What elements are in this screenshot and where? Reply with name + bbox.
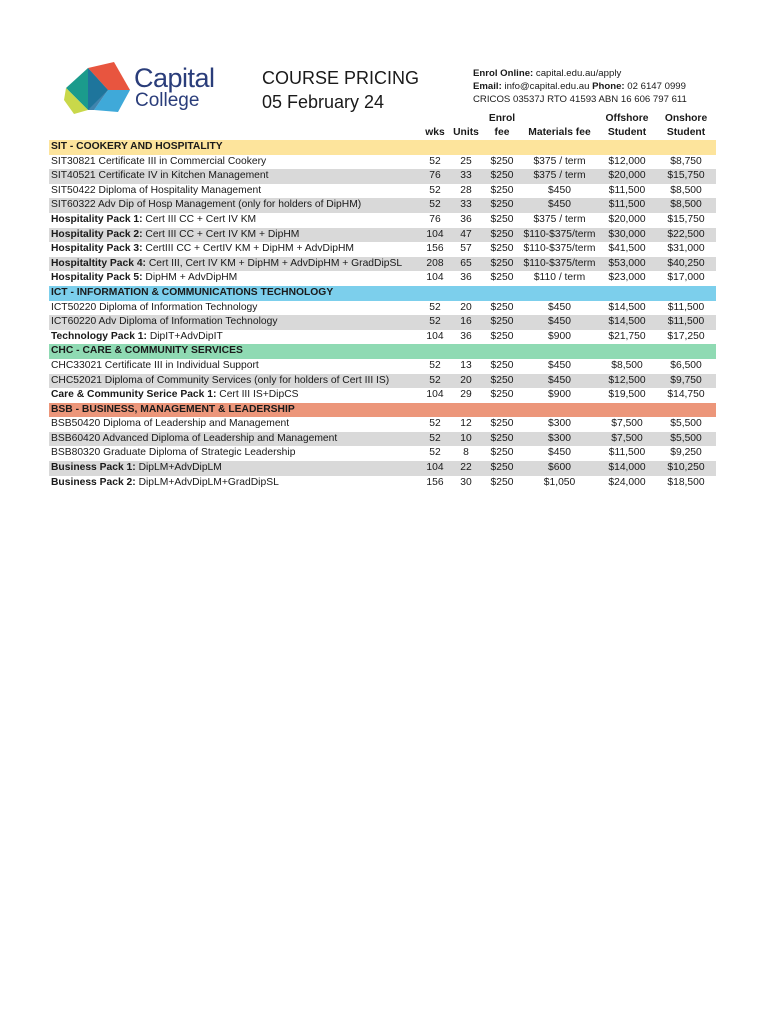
enrol-cell: $250	[483, 315, 521, 330]
onshore-cell: $22,500	[656, 228, 716, 243]
date-text: 05 February 24	[262, 92, 385, 112]
offshore-cell: $14,500	[598, 301, 656, 316]
table-row	[49, 476, 716, 491]
pack-label: Hospitality Pack 1:	[51, 213, 143, 225]
wks-cell: 104	[421, 271, 449, 286]
course-name-cell	[49, 461, 421, 476]
table-row	[49, 198, 716, 213]
table-row	[49, 432, 716, 447]
contact-block	[473, 67, 687, 106]
course-name: ICT50220 Diploma of Information Technology	[51, 301, 258, 313]
units-cell: 33	[449, 169, 483, 184]
table-row	[49, 330, 716, 345]
onshore-cell: $11,500	[656, 301, 716, 316]
materials-cell: $450	[521, 198, 598, 213]
wks-cell: 52	[421, 301, 449, 316]
wks-cell: 52	[421, 155, 449, 170]
pack-label: Hospitaltity Pack 4:	[51, 257, 146, 269]
wks-cell: 52	[421, 198, 449, 213]
units-cell: 25	[449, 155, 483, 170]
units-cell: 8	[449, 446, 483, 461]
enrol-cell: $250	[483, 432, 521, 447]
onshore-cell: $9,750	[656, 374, 716, 389]
onshore-cell: $8,750	[656, 155, 716, 170]
section-header-chc	[49, 344, 716, 359]
section-title: CHC - CARE & COMMUNITY SERVICES	[49, 344, 716, 359]
materials-cell: $900	[521, 330, 598, 345]
pack-label: Technology Pack 1:	[51, 330, 147, 342]
brand-line-1: Capital	[134, 63, 215, 93]
email-phone-line	[473, 80, 687, 93]
enrol-cell: $250	[483, 461, 521, 476]
materials-cell: $450	[521, 301, 598, 316]
table-row	[49, 446, 716, 461]
enrol-cell: $250	[483, 257, 521, 272]
course-name: DipIT+AdvDipIT	[146, 330, 223, 342]
onshore-cell: $15,750	[656, 213, 716, 228]
table-row	[49, 374, 716, 389]
table-row	[49, 155, 716, 170]
course-name: BSB50420 Diploma of Leadership and Management	[51, 418, 290, 430]
header-wks: wks	[425, 127, 445, 138]
table-row	[49, 242, 716, 257]
logo-mark-icon	[62, 60, 134, 116]
section-header-sit	[49, 140, 716, 155]
enrol-cell: $250	[483, 330, 521, 345]
wks-cell: 52	[421, 374, 449, 389]
enrol-cell: $250	[483, 242, 521, 257]
offshore-cell: $11,500	[598, 198, 656, 213]
wks-cell: 156	[421, 242, 449, 257]
materials-cell: $1,050	[521, 476, 598, 491]
title-text: COURSE PRICING	[262, 68, 420, 88]
wks-cell: 156	[421, 476, 449, 491]
onshore-cell: $8,500	[656, 198, 716, 213]
units-cell: 47	[449, 228, 483, 243]
section-title: BSB - BUSINESS, MANAGEMENT & LEADERSHIP	[49, 403, 716, 418]
units-cell: 28	[449, 184, 483, 199]
materials-cell: $375 / term	[521, 155, 598, 170]
pack-label: Business Pack 1:	[51, 462, 136, 474]
wks-cell: 52	[421, 359, 449, 374]
table-row	[49, 461, 716, 476]
course-name-cell	[49, 374, 421, 389]
onshore-cell: $31,000	[656, 242, 716, 257]
wks-cell: 104	[421, 330, 449, 345]
units-cell: 13	[449, 359, 483, 374]
email-link[interactable]: info@capital.edu.au	[504, 81, 590, 92]
enrol-cell: $250	[483, 213, 521, 228]
enrol-cell: $250	[483, 476, 521, 491]
phone-label: Phone:	[592, 81, 625, 92]
materials-cell: $450	[521, 374, 598, 389]
offshore-cell: $12,000	[598, 155, 656, 170]
offshore-cell: $11,500	[598, 446, 656, 461]
course-name: SIT50422 Diploma of Hospitality Management	[51, 184, 262, 196]
table-row	[49, 301, 716, 316]
email-label: Email:	[473, 81, 502, 92]
table-row	[49, 417, 716, 432]
course-name: CHC33021 Certificate III in Individual Support	[51, 359, 259, 371]
course-name-cell	[49, 446, 421, 461]
offshore-cell: $41,500	[598, 242, 656, 257]
materials-cell: $300	[521, 417, 598, 432]
course-name: Cert III CC + Cert IV KM	[142, 213, 257, 225]
wks-cell: 52	[421, 184, 449, 199]
course-name: SIT40521 Certificate IV in Kitchen Management	[51, 170, 269, 182]
offshore-cell: $53,000	[598, 257, 656, 272]
onshore-cell: $17,250	[656, 330, 716, 345]
table-row	[49, 257, 716, 272]
materials-cell: $375 / term	[521, 213, 598, 228]
course-name-cell	[49, 330, 421, 345]
enrol-cell: $250	[483, 271, 521, 286]
pack-label: Hospitality Pack 5:	[51, 272, 143, 284]
course-name-cell	[49, 213, 421, 228]
course-name-cell	[49, 155, 421, 170]
wks-cell: 52	[421, 432, 449, 447]
course-name: DipLM+AdvDipLM	[135, 462, 222, 474]
onshore-cell: $17,000	[656, 271, 716, 286]
offshore-cell: $23,000	[598, 271, 656, 286]
units-cell: 33	[449, 198, 483, 213]
onshore-cell: $14,750	[656, 388, 716, 403]
course-name-cell	[49, 301, 421, 316]
materials-cell: $450	[521, 446, 598, 461]
enrol-line	[473, 67, 687, 80]
course-name: SIT60322 Adv Dip of Hosp Management (only for holders of DipHM)	[51, 199, 362, 211]
offshore-cell: $20,000	[598, 169, 656, 184]
section-header-bsb	[49, 403, 716, 418]
course-name-cell	[49, 388, 421, 403]
enrol-cell: $250	[483, 184, 521, 199]
table-row	[49, 169, 716, 184]
units-cell: 57	[449, 242, 483, 257]
wks-cell: 76	[421, 213, 449, 228]
header-row-1	[49, 112, 716, 126]
table-row	[49, 228, 716, 243]
header-materials: Materials fee	[528, 127, 591, 138]
table-body	[49, 140, 716, 490]
offshore-cell: $14,000	[598, 461, 656, 476]
wks-cell: 104	[421, 228, 449, 243]
onshore-cell: $6,500	[656, 359, 716, 374]
enrol-cell: $250	[483, 169, 521, 184]
enrol-cell: $250	[483, 301, 521, 316]
materials-cell: $110-$375/term	[521, 242, 598, 257]
course-name: CertIII CC + CertIV KM + DipHM + AdvDipHM	[142, 243, 354, 255]
wks-cell: 52	[421, 315, 449, 330]
enrol-cell: $250	[483, 155, 521, 170]
onshore-cell: $18,500	[656, 476, 716, 491]
header-units: Units	[453, 127, 479, 138]
enrol-cell: $250	[483, 198, 521, 213]
course-name-cell	[49, 315, 421, 330]
onshore-cell: $15,750	[656, 169, 716, 184]
table-row	[49, 213, 716, 228]
offshore-cell: $24,000	[598, 476, 656, 491]
header-enrol-2: fee	[494, 127, 510, 138]
section-title: ICT - INFORMATION & COMMUNICATIONS TECHNOLOGY	[49, 286, 716, 301]
document-title	[262, 66, 419, 114]
brand-line-2: College	[135, 90, 200, 111]
section-title: SIT - COOKERY AND HOSPITALITY	[49, 140, 716, 155]
course-name: BSB60420 Advanced Diploma of Leadership and Management	[51, 432, 338, 444]
offshore-cell: $11,500	[598, 184, 656, 199]
materials-cell: $600	[521, 461, 598, 476]
offshore-cell: $30,000	[598, 228, 656, 243]
course-name-cell	[49, 417, 421, 432]
onshore-cell: $5,500	[656, 432, 716, 447]
materials-cell: $110-$375/term	[521, 257, 598, 272]
enrol-cell: $250	[483, 446, 521, 461]
course-pricing-table	[49, 112, 716, 490]
table-row	[49, 271, 716, 286]
offshore-cell: $21,750	[598, 330, 656, 345]
header-onshore-1: Onshore	[664, 113, 708, 124]
units-cell: 22	[449, 461, 483, 476]
enrol-cell: $250	[483, 228, 521, 243]
course-name: DipHM + AdvDipHM	[142, 272, 238, 284]
units-cell: 20	[449, 301, 483, 316]
offshore-cell: $7,500	[598, 432, 656, 447]
offshore-cell: $8,500	[598, 359, 656, 374]
enrol-cell: $250	[483, 388, 521, 403]
units-cell: 36	[449, 330, 483, 345]
course-name: CHC52021 Diploma of Community Services (only for holders of Cert III IS)	[51, 374, 390, 386]
phone-value: 02 6147 0999	[627, 81, 686, 92]
table-row	[49, 388, 716, 403]
units-cell: 30	[449, 476, 483, 491]
header-enrol-1: Enrol	[488, 113, 516, 124]
units-cell: 20	[449, 374, 483, 389]
course-name: SIT30821 Certificate III in Commercial Cookery	[51, 155, 267, 167]
wks-cell: 52	[421, 446, 449, 461]
enrol-label: Enrol Online:	[473, 68, 534, 79]
materials-cell: $450	[521, 359, 598, 374]
course-name: ICT60220 Adv Diploma of Information Technology	[51, 316, 278, 328]
wks-cell: 76	[421, 169, 449, 184]
pack-label: Hospitality Pack 3:	[51, 243, 143, 255]
wks-cell: 52	[421, 417, 449, 432]
course-name-cell	[49, 432, 421, 447]
materials-cell: $375 / term	[521, 169, 598, 184]
course-name-cell	[49, 271, 421, 286]
section-header-ict	[49, 286, 716, 301]
onshore-cell: $11,500	[656, 315, 716, 330]
units-cell: 16	[449, 315, 483, 330]
course-name-cell	[49, 198, 421, 213]
course-name-cell	[49, 242, 421, 257]
units-cell: 36	[449, 213, 483, 228]
onshore-cell: $5,500	[656, 417, 716, 432]
course-name: Cert III, Cert IV KM + DipHM + AdvDipHM + GradDipSL	[146, 257, 403, 269]
pack-label: Business Pack 2:	[51, 476, 136, 488]
units-cell: 10	[449, 432, 483, 447]
enrol-cell: $250	[483, 417, 521, 432]
table-row	[49, 184, 716, 199]
units-cell: 36	[449, 271, 483, 286]
wks-cell: 104	[421, 388, 449, 403]
course-name: DipLM+AdvDipLM+GradDipSL	[135, 476, 279, 488]
materials-cell: $900	[521, 388, 598, 403]
pack-label: Care & Community Serice Pack 1:	[51, 389, 217, 401]
materials-cell: $450	[521, 184, 598, 199]
course-name-cell	[49, 476, 421, 491]
enrol-link[interactable]: capital.edu.au/apply	[535, 68, 622, 79]
offshore-cell: $19,500	[598, 388, 656, 403]
registration-line: CRICOS 03537J RTO 41593 ABN 16 606 797 611	[473, 94, 687, 105]
header-offshore-1: Offshore	[605, 113, 649, 124]
header-row-2	[49, 126, 716, 140]
table-row	[49, 315, 716, 330]
offshore-cell: $7,500	[598, 417, 656, 432]
course-name-cell	[49, 184, 421, 199]
onshore-cell: $40,250	[656, 257, 716, 272]
materials-cell: $450	[521, 315, 598, 330]
units-cell: 29	[449, 388, 483, 403]
capital-college-logo	[62, 60, 242, 116]
materials-cell: $300	[521, 432, 598, 447]
course-name-cell	[49, 228, 421, 243]
enrol-cell: $250	[483, 374, 521, 389]
course-name: BSB80320 Graduate Diploma of Strategic Leadership	[51, 447, 296, 459]
header-offshore-2: Student	[607, 127, 647, 138]
wks-cell: 104	[421, 461, 449, 476]
units-cell: 65	[449, 257, 483, 272]
materials-cell: $110 / term	[521, 271, 598, 286]
table-row	[49, 359, 716, 374]
offshore-cell: $12,500	[598, 374, 656, 389]
onshore-cell: $10,250	[656, 461, 716, 476]
course-name: Cert III CC + Cert IV KM + DipHM	[142, 228, 300, 240]
enrol-cell: $250	[483, 359, 521, 374]
wks-cell: 208	[421, 257, 449, 272]
course-name-cell	[49, 359, 421, 374]
pack-label: Hospitality Pack 2:	[51, 228, 143, 240]
onshore-cell: $9,250	[656, 446, 716, 461]
header-onshore-2: Student	[666, 127, 706, 138]
units-cell: 12	[449, 417, 483, 432]
course-name-cell	[49, 257, 421, 272]
offshore-cell: $14,500	[598, 315, 656, 330]
onshore-cell: $8,500	[656, 184, 716, 199]
course-name-cell	[49, 169, 421, 184]
offshore-cell: $20,000	[598, 213, 656, 228]
materials-cell: $110-$375/term	[521, 228, 598, 243]
course-name: Cert III IS+DipCS	[216, 389, 299, 401]
